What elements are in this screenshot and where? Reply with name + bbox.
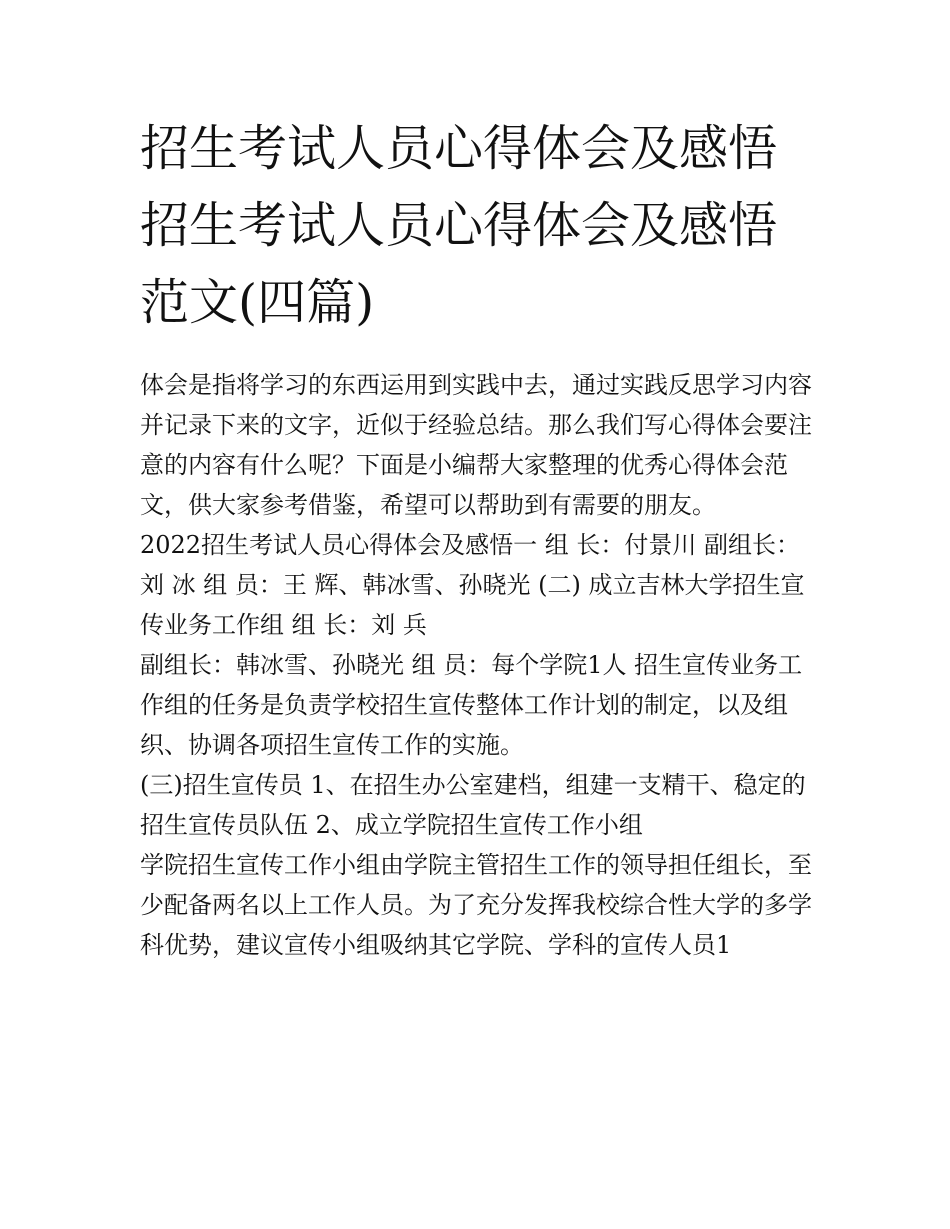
paragraph-intro: 体会是指将学习的东西运用到实践中去，通过实践反思学习内容并记录下来的文字，近似于经验总结。那么我们写心得体会要注意的内容有什么呢？下面是小编帮大家整理的优秀心得体会范文，供大家参考借鉴，希望可以帮助到有需要的朋友。 [140,371,812,519]
paragraph-college-team: 学院招生宣传工作小组由学院主管招生工作的领导担任组长，至少配备两名以上工作人员。为了充分发挥我校综合性大学的多学科优势，建议宣传小组吸纳其它学院、学科的宣传人员1 [140,851,812,959]
title-spacer [140,341,820,365]
document-title: 招生考试人员心得体会及感悟招生考试人员心得体会及感悟范文(四篇) [140,120,778,331]
paragraph-group-leaders: 2022招生考试人员心得体会及感悟一 组 长：付景川 副组长：刘 冰 组 员：王 辉、韩冰雪、孙晓光 (二) 成立吉林大学招生宣传业务工作组 组 长：刘 兵 [140,531,805,639]
paragraph-deputy-leaders: 副组长：韩冰雪、孙晓光 组 员：每个学院1人 招生宣传业务工作组的任务是负责学校招生宣传整体工作计划的制定，以及组织、协调各项招生宣传工作的实施。 [140,651,803,759]
document-page [140,110,820,965]
paragraph-publicity-staff: (三)招生宣传员 1、在招生办公室建档，组建一支精干、稳定的招生宣传员队伍 2、成立学院招生宣传工作小组 [140,771,806,839]
